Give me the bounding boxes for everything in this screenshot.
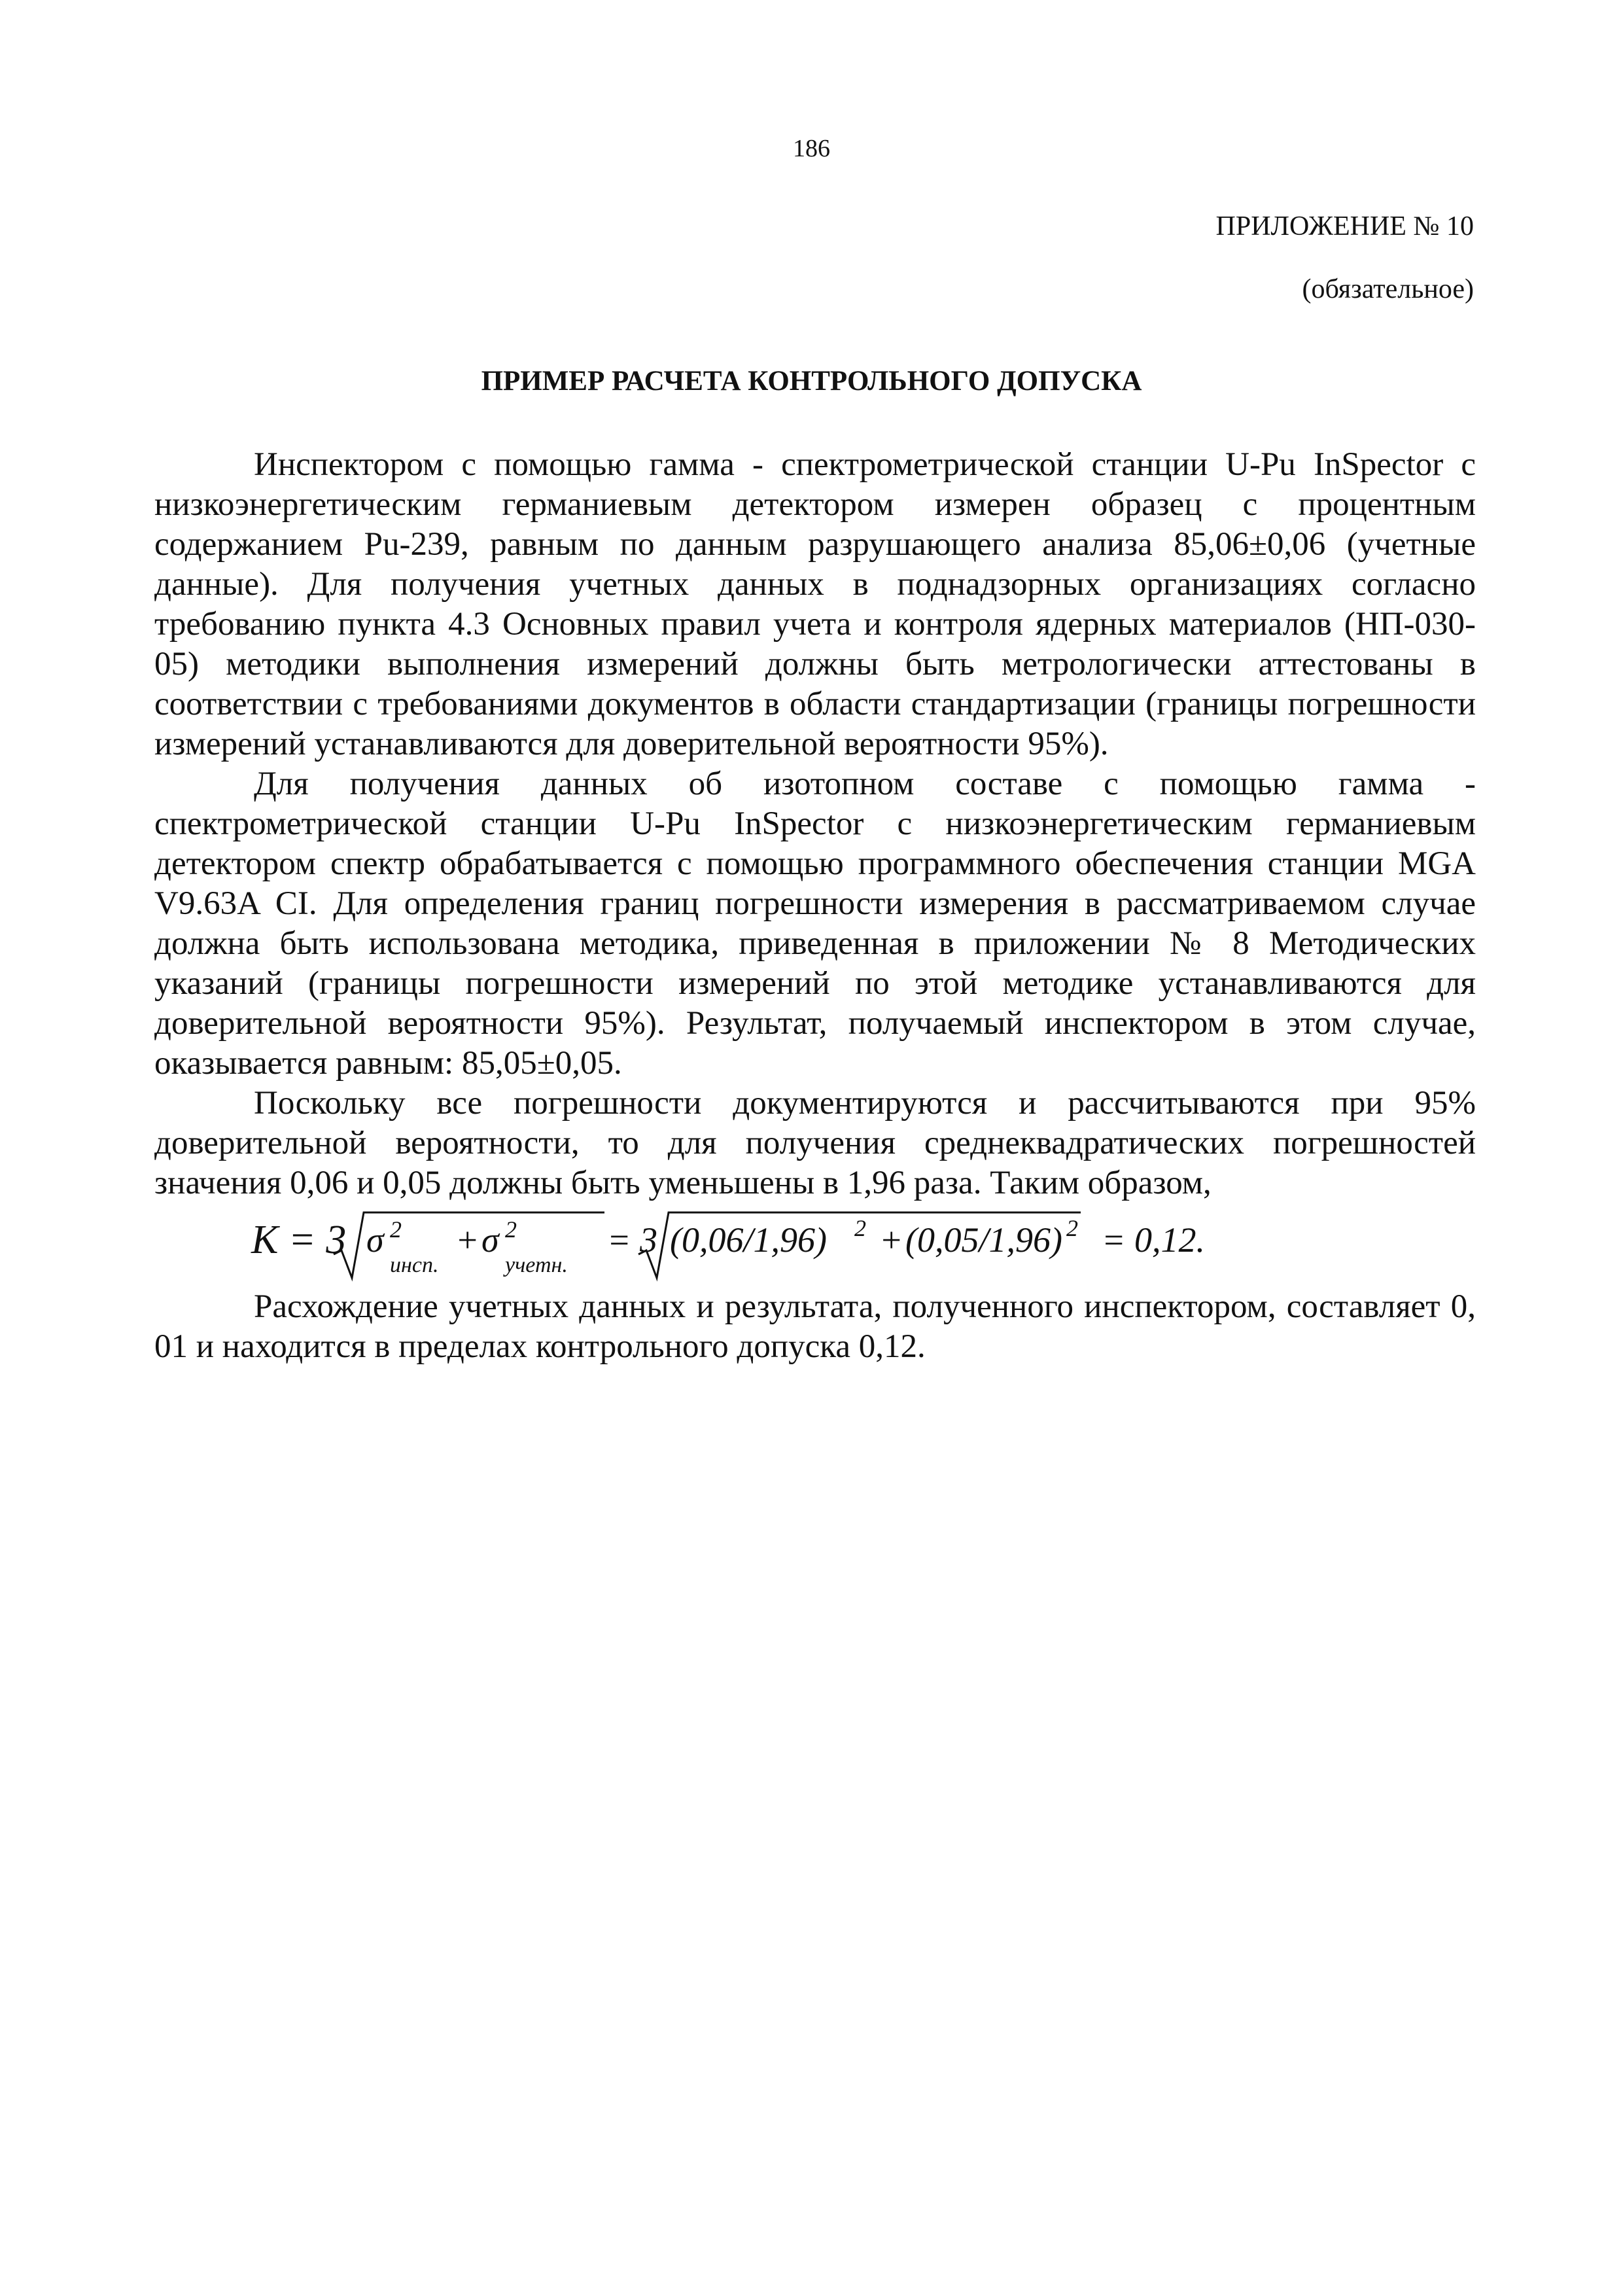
page-number: 186 [793, 135, 830, 162]
document-title: ПРИМЕР РАСЧЕТА КОНТРОЛЬНОГО ДОПУСКА [481, 366, 1142, 397]
sigma-uchet-exponent: 2 [505, 1216, 517, 1243]
formula-block [154, 1207, 1476, 1284]
appendix-note: (обязательное) [1302, 274, 1474, 304]
paragraph-2: Для получения данных об изотопном составе с помощью гамма - спектрометрической станции U-Pu InSpector с низкоэнергетическим германиевым детектором спектр обрабатывается с помощью программного обеспечения станции MGA V9.63A CI. Для определения границ погрешности измерения в рассматриваемом случае должна быть использована методика, приведенная в приложении № 8 Методических указаний (границы погрешности измерений по этой методике устанавливаются для доверительной вероятности 95%). Результат, получаемый инспектором в этом случае, оказывается равным: 85,05±0,05. [154, 766, 1476, 1082]
sigma-insp-subscript: инсп. [390, 1253, 439, 1277]
formula-plus-1: + [455, 1220, 480, 1260]
sigma-uchet-subscript: учетн. [505, 1253, 568, 1277]
sigma-insp: σ [366, 1220, 384, 1260]
formula-term-2: (0,05/1,96) [905, 1220, 1062, 1260]
term-2-exponent: 2 [1066, 1215, 1078, 1241]
formula-lhs: K = 3 [251, 1218, 347, 1262]
body-text [154, 445, 1476, 1367]
formula-equals-2: = 3 [607, 1220, 657, 1260]
appendix-label: ПРИЛОЖЕНИЕ № 10 [1215, 211, 1474, 241]
formula-term-1: (0,06/1,96) [670, 1220, 827, 1260]
sigma-insp-exponent: 2 [390, 1216, 402, 1243]
formula [251, 1207, 1494, 1284]
paragraph-conclusion: Расхождение учетных данных и результата, полученного инспектором, составляет 0, 01 и находится в пределах контрольного допуска 0,12. [154, 1288, 1476, 1365]
paragraph-1: Инспектором с помощью гамма - спектрометрической станции U-Pu InSpector с низкоэнергетическим германиевым детектором измерен образец с процентным содержанием Pu-239, равным по данным разрушающего анализа 85,06±0,06 (учетные данные). Для получения учетных данных в поднадзорных организациях согласно требованию пункта 4.3 Основных правил учета и контроля ядерных материалов (НП-030-05) методики выполнения измерений должны быть метрологически аттестованы в соответствии с требованиями документов в области стандартизации (границы погрешности измерений устанавливаются для доверительной вероятности 95%). [154, 446, 1476, 762]
formula-plus-2: + [879, 1220, 903, 1260]
paragraph-3: Поскольку все погрешности документируются и рассчитываются при 95% доверительной вероятности, то для получения среднеквадратических погрешностей значения 0,06 и 0,05 должны быть уменьшены в 1,96 раза. Таким образом, [154, 1085, 1476, 1201]
sigma-uchet: σ [481, 1220, 499, 1260]
formula-result: = 0,12. [1102, 1220, 1205, 1260]
term-1-exponent: 2 [854, 1215, 866, 1241]
